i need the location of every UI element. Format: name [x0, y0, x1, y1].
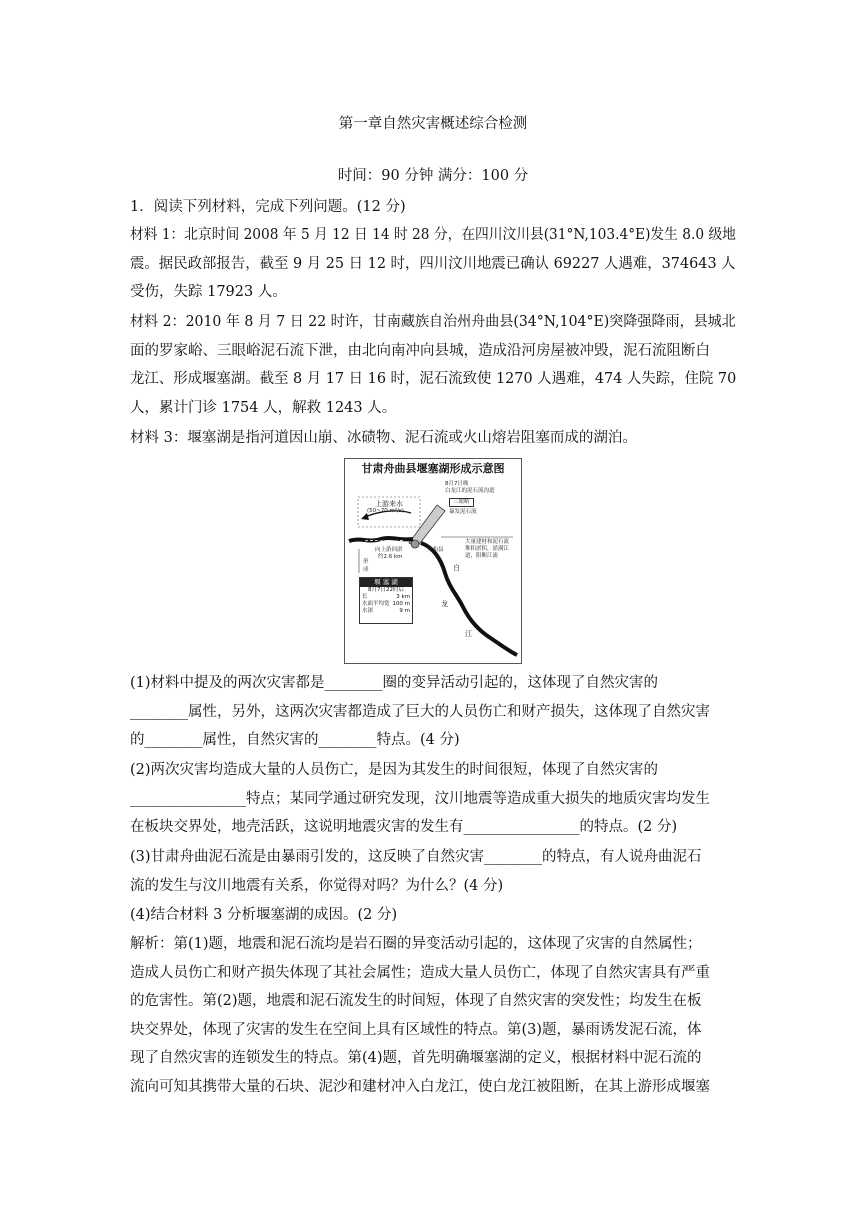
- river-label: 江: [465, 630, 472, 638]
- question-1-part-1: [130, 669, 736, 755]
- figure-label: 道，阻断江流: [465, 553, 499, 559]
- question-1-part-3: [130, 843, 736, 900]
- lake-info-row: [360, 601, 412, 608]
- text-line: 的危害性。第(2)题，地震和泥石流发生的时间短，体现了自然灾害的突发性；均发生在板: [130, 993, 702, 1009]
- text-line: 造成人员伤亡和财产损失体现了其社会属性；造成大量人员伤亡，体现了自然灾害具有严重: [130, 964, 710, 981]
- text-line: 解析：第(1)题，地震和泥石流均是岩石圈的异变活动引起的，这体现了灾害的自然属性；: [130, 936, 702, 952]
- figure-label: 8月7日晚: [445, 481, 469, 487]
- text-line: 流向可知其携带大量的石块、泥沙和建材冲入白龙江，使白龙江被阻断，在其上游形成堰塞: [130, 1078, 710, 1095]
- text-line: (4)结合材料 3 分析堰塞湖的成因。(2 分): [130, 907, 398, 923]
- text-line: ________属性，另外，这两次灾害都造成了巨大的人员伤亡和财产损失，这体现了自然灾害: [130, 703, 710, 720]
- text-line: 现了自然灾害的连锁发生的特点。第(4)题，首先明确堰塞湖的定义，根据材料中泥石流的: [130, 1050, 702, 1066]
- lake-info-key: 水深: [362, 608, 374, 614]
- lake-info-key: 长: [362, 594, 368, 600]
- lake-info-key: 水面平均宽: [362, 601, 390, 607]
- figure-label: 大量建材和泥石流: [465, 539, 510, 545]
- text-line: 震。据民政部报告，截至 9 月 25 日 12 时，四川汶川地震已确认 69227 人遇难，374643 人: [130, 255, 736, 272]
- text-line: (1)材料中提及的两次灾害都是________圈的变异活动引起的，这体现了自然灾害的: [130, 675, 659, 691]
- text-line: 受伤，失踪 17923 人。: [130, 284, 287, 300]
- text-line: 的________属性，自然灾害的________特点。(4 分): [130, 732, 460, 748]
- figure-label: 堆积淤积，淤满江: [465, 546, 510, 552]
- page-title: 第一章自然灾害概述综合检测: [338, 116, 528, 132]
- exam-info: 时间：90 分钟 满分：100 分: [337, 168, 529, 184]
- lake-info-row: [360, 608, 412, 615]
- lake-info-value: 100 m: [392, 601, 410, 607]
- analysis: [130, 930, 736, 1101]
- lake-info-value: 3 km: [396, 594, 410, 600]
- lake-info-row: [360, 594, 412, 601]
- text-line: 在板块交界处，地壳活跃，这说明地震灾害的发生有________________的特点。(2 分): [130, 819, 678, 835]
- text-line: (2)两次灾害均造成大量的人员伤亡，是因为其发生的时间很短，体现了自然灾害的: [130, 762, 659, 778]
- figure-label: 暴发泥石流: [449, 509, 477, 515]
- question-1-intro: [130, 193, 736, 222]
- text-line: (3)甘肃舟曲泥石流是由暴雨引发的，这反映了自然灾害________的特点，有人说舟曲泥石: [130, 849, 702, 865]
- figure-label: 白龙江的泥石流沟道: [445, 488, 495, 494]
- barrier-lake-diagram: [344, 458, 522, 664]
- river-label: 白: [453, 564, 460, 572]
- lake-info-heading: 堰 塞 湖: [360, 578, 412, 587]
- figure-label: 三眼峪: [449, 498, 474, 507]
- figure-label: 形: [363, 559, 369, 565]
- text-line: 材料 2：2010 年 8 月 7 日 22 时许，甘南藏族自治州舟曲县(34°N,104°E)突降强降雨，县城北: [130, 314, 736, 330]
- text-line: 材料 1：北京时间 2008 年 5 月 12 日 14 时 28 分，在四川汶川县(31°N,103.4°E)发生 8.0 级地: [130, 227, 736, 243]
- text-line: 流的发生与汶川地震有关系，你觉得对吗？为什么？(4 分): [130, 877, 504, 894]
- figure-label: 向上游回淤: [375, 547, 403, 553]
- text-line: 面的罗家峪、三眼峪泥石流下泄，由北向南冲向县城，造成沿河房屋被冲毁，泥石流阻断白: [130, 342, 710, 359]
- text-line: 材料 3：堰塞湖是指河道因山崩、冰碛物、泥石流或火山熔岩阻塞而成的湖泊。: [130, 430, 637, 446]
- material-3: [130, 424, 736, 453]
- river-label: 龙: [441, 600, 448, 608]
- lake-info-box: [359, 577, 413, 624]
- material-2: [130, 308, 736, 422]
- text-line: 块交界处，体现了灾害的发生在空间上具有区域性的特点。第(3)题，暴雨诱发泥石流，体: [130, 1021, 702, 1038]
- material-1: [130, 221, 736, 307]
- question-1-part-2: [130, 756, 736, 842]
- figure-label: 上游来水: [375, 500, 403, 508]
- text-line: 人，累计门诊 1754 人，解救 1243 人。: [130, 399, 397, 416]
- lake-info-date: [360, 587, 412, 594]
- town-label: 舟曲县: [427, 547, 444, 553]
- question-1-part-4: [130, 901, 736, 930]
- lake-info-date-text: 8月7日22时后: [368, 587, 404, 593]
- lake-info-value: 9 m: [399, 608, 410, 614]
- text-line: 1．阅读下列材料，完成下列问题。(12 分): [130, 199, 406, 215]
- figure-label: 成: [363, 567, 369, 573]
- figure-title: 甘肃舟曲县堰塞湖形成示意图: [361, 462, 505, 475]
- text-line: ________________特点；某同学通过研究发现，汶川地震等造成重大损失的地质灾害均发生: [130, 790, 710, 807]
- figure-label: (50~70 m³/s): [367, 508, 404, 514]
- figure-label: 约2.6 km: [378, 554, 403, 560]
- text-line: 龙江、形成堰塞湖。截至 8 月 17 日 16 时，泥石流致使 1270 人遇难，474 人失踪，住院 70: [130, 371, 737, 387]
